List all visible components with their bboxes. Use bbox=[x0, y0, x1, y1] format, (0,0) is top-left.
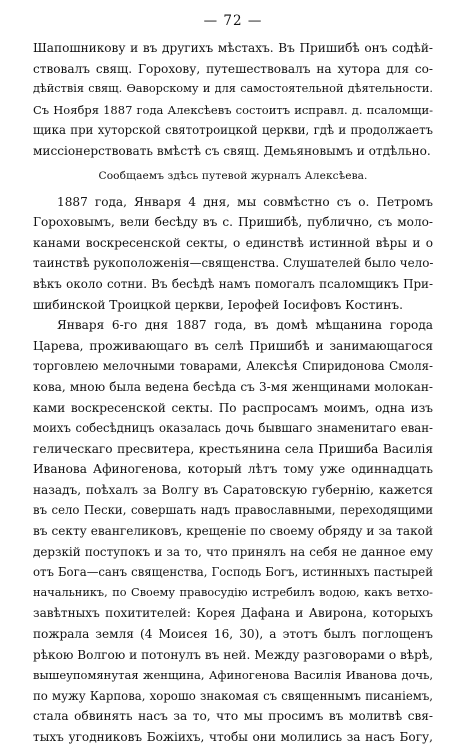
text-line: дерзкій поступокъ и за то, что принялъ на себя не данное ему bbox=[33, 544, 433, 559]
text-line: по мужу Карпова, хорошо знакомая съ священнымъ писаніемъ, bbox=[33, 688, 433, 703]
text-line: вышеупомянутая женщина, Афиногенова Василія Иванова дочь, bbox=[33, 668, 433, 683]
text-line: Января 6-го дня 1887 года, въ домѣ мѣщанина города bbox=[57, 318, 433, 333]
text-line: Царева, проживающаго въ селѣ Пришибѣ и занимающагося bbox=[33, 338, 433, 353]
text-line: таинствѣ рукоположенія—священства. Слушателей было чело- bbox=[33, 256, 433, 271]
text-line: Гороховымъ, вели бесѣду въ с. Пришибѣ, публично, съ моло- bbox=[33, 215, 433, 230]
text-line: назадъ, поѣхалъ за Волгу въ Саратовскую губернію, кажется bbox=[33, 482, 433, 497]
text-line: торговлею мелочными товарами, Алексѣя Спиридонова Смоля- bbox=[33, 359, 433, 374]
text-line: Шапошникову и въ другихъ мѣстахъ. Въ Пришибѣ онъ содѣй- bbox=[33, 41, 433, 55]
page-number: — 72 — bbox=[203, 13, 263, 29]
text-line: 1887 года, Января 4 дня, мы совмѣстно съ о. Петромъ bbox=[57, 194, 433, 209]
text-line: миссіонерствовать вмѣстѣ съ свящ. Демьяновымъ и отдѣльно. bbox=[33, 143, 431, 158]
text-line: дѣйствія свящ. Ѳаворскому и для самостоятельной дѣятельности. bbox=[33, 82, 433, 96]
text-line: Иванова Афиногенова, который лѣтъ тому уже одиннадцать bbox=[33, 462, 433, 477]
text-line: щика при хуторской святотроицкой церкви, гдѣ и продолжаетъ bbox=[33, 123, 433, 138]
text-line: отъ Бога—санъ священства, Господь Богъ, истинныхъ пастырей bbox=[33, 565, 433, 580]
text-line: стала обвинять насъ за то, что мы просимъ въ молитвѣ свя- bbox=[33, 709, 433, 724]
paragraph-1 bbox=[33, 38, 433, 162]
section-heading: Сообщаемъ здѣсь путевой журналъ Алексѣева. bbox=[98, 169, 368, 182]
text-line: ствовалъ свящ. Горохову, путешествовалъ на хутора для со- bbox=[33, 61, 433, 76]
text-line: ками воскресенской секты. По распросамъ моимъ, одна изъ bbox=[33, 400, 433, 415]
text-line: пожрала земля (4 Моисея 16, 30), а этотъ былъ поглощенъ bbox=[33, 627, 433, 642]
text-line: рѣкою Волгою и потонулъ въ ней. Между разговорами о вѣрѣ, bbox=[33, 647, 433, 662]
text-line: кова, мною была ведена бесѣда съ 3-мя женщинами молокан- bbox=[33, 379, 433, 394]
text-line: Съ Ноября 1887 года Алексѣевъ состоитъ исправл. д. псаломщи- bbox=[33, 102, 433, 117]
text-line: въ село Пески, совершать надъ православными, переходящими bbox=[33, 503, 433, 518]
text-line: тыхъ угодниковъ Божіихъ, чтобы они молились за насъ Богу, bbox=[33, 730, 433, 744]
text-line: моихъ собесѣдницъ оказалась дочь бывшаго знаменитаго еван- bbox=[33, 421, 433, 436]
text-line: въ секту евангеликовъ, крещеніе по своему обряду и за такой bbox=[33, 524, 433, 539]
text-line: канами воскресенской секты, о единствѣ истинной вѣры и о bbox=[33, 235, 433, 250]
text-line: начальникъ, по Своему правосудію истребилъ водою, какъ ветхо- bbox=[33, 585, 433, 599]
paragraph-3 bbox=[33, 315, 433, 747]
text-line: завѣтныхъ похитителей: Корея Дафана и Авирона, которыхъ bbox=[33, 606, 433, 621]
text-line: гелическаго пресвитера, крестьянина села Пришиба Василія bbox=[33, 441, 433, 456]
text-line: шибинской Троицкой церкви, Іерофей Іосифовъ Костинъ. bbox=[33, 297, 403, 312]
paragraph-2 bbox=[33, 192, 433, 316]
text-line: вѣкъ около сотни. Въ бесѣдѣ намъ помогалъ псаломщикъ При- bbox=[33, 276, 433, 291]
